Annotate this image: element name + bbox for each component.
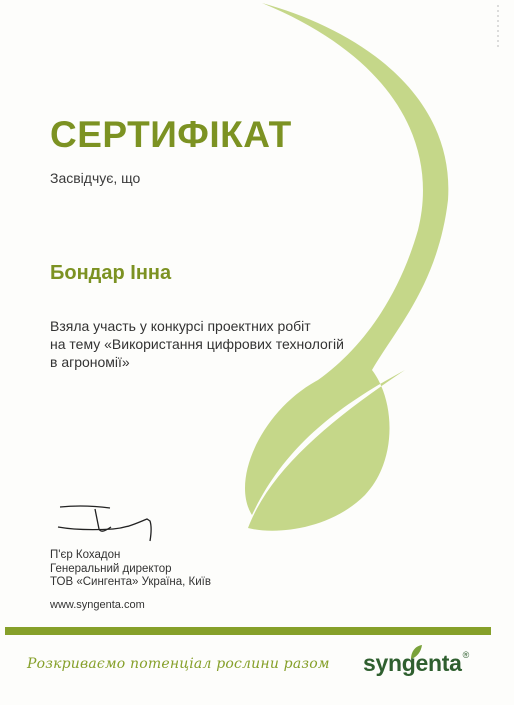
scan-edge-marks <box>496 5 500 705</box>
syngenta-logo <box>363 650 469 684</box>
participation-description <box>50 317 380 371</box>
recipient-name: Бондар Інна <box>50 262 172 284</box>
footer-divider-bar <box>5 627 491 635</box>
slogan-text: Розкриваємо потенціал рослини разом <box>27 656 330 672</box>
certifies-text: Засвідчує, що <box>50 170 141 186</box>
description-line: на тему «Використання цифрових технологій <box>50 336 344 352</box>
signer-name: П'єр Кохадон <box>50 549 121 561</box>
signer-position: Генеральний директор <box>50 562 172 575</box>
website-link[interactable]: www.syngenta.com <box>50 599 145 611</box>
logo-text: syngenta <box>363 650 462 676</box>
signer-company: ТОВ «Сингента» Україна, Київ <box>50 576 211 588</box>
registered-mark: ® <box>462 650 469 660</box>
description-line: в агрономії» <box>50 354 130 370</box>
certificate-title: СЕРТИФІКАТ <box>50 114 292 155</box>
description-line: Взяла участь у конкурсі проектних робіт <box>50 318 311 334</box>
director-signature <box>55 497 165 542</box>
signer-block <box>50 549 211 590</box>
